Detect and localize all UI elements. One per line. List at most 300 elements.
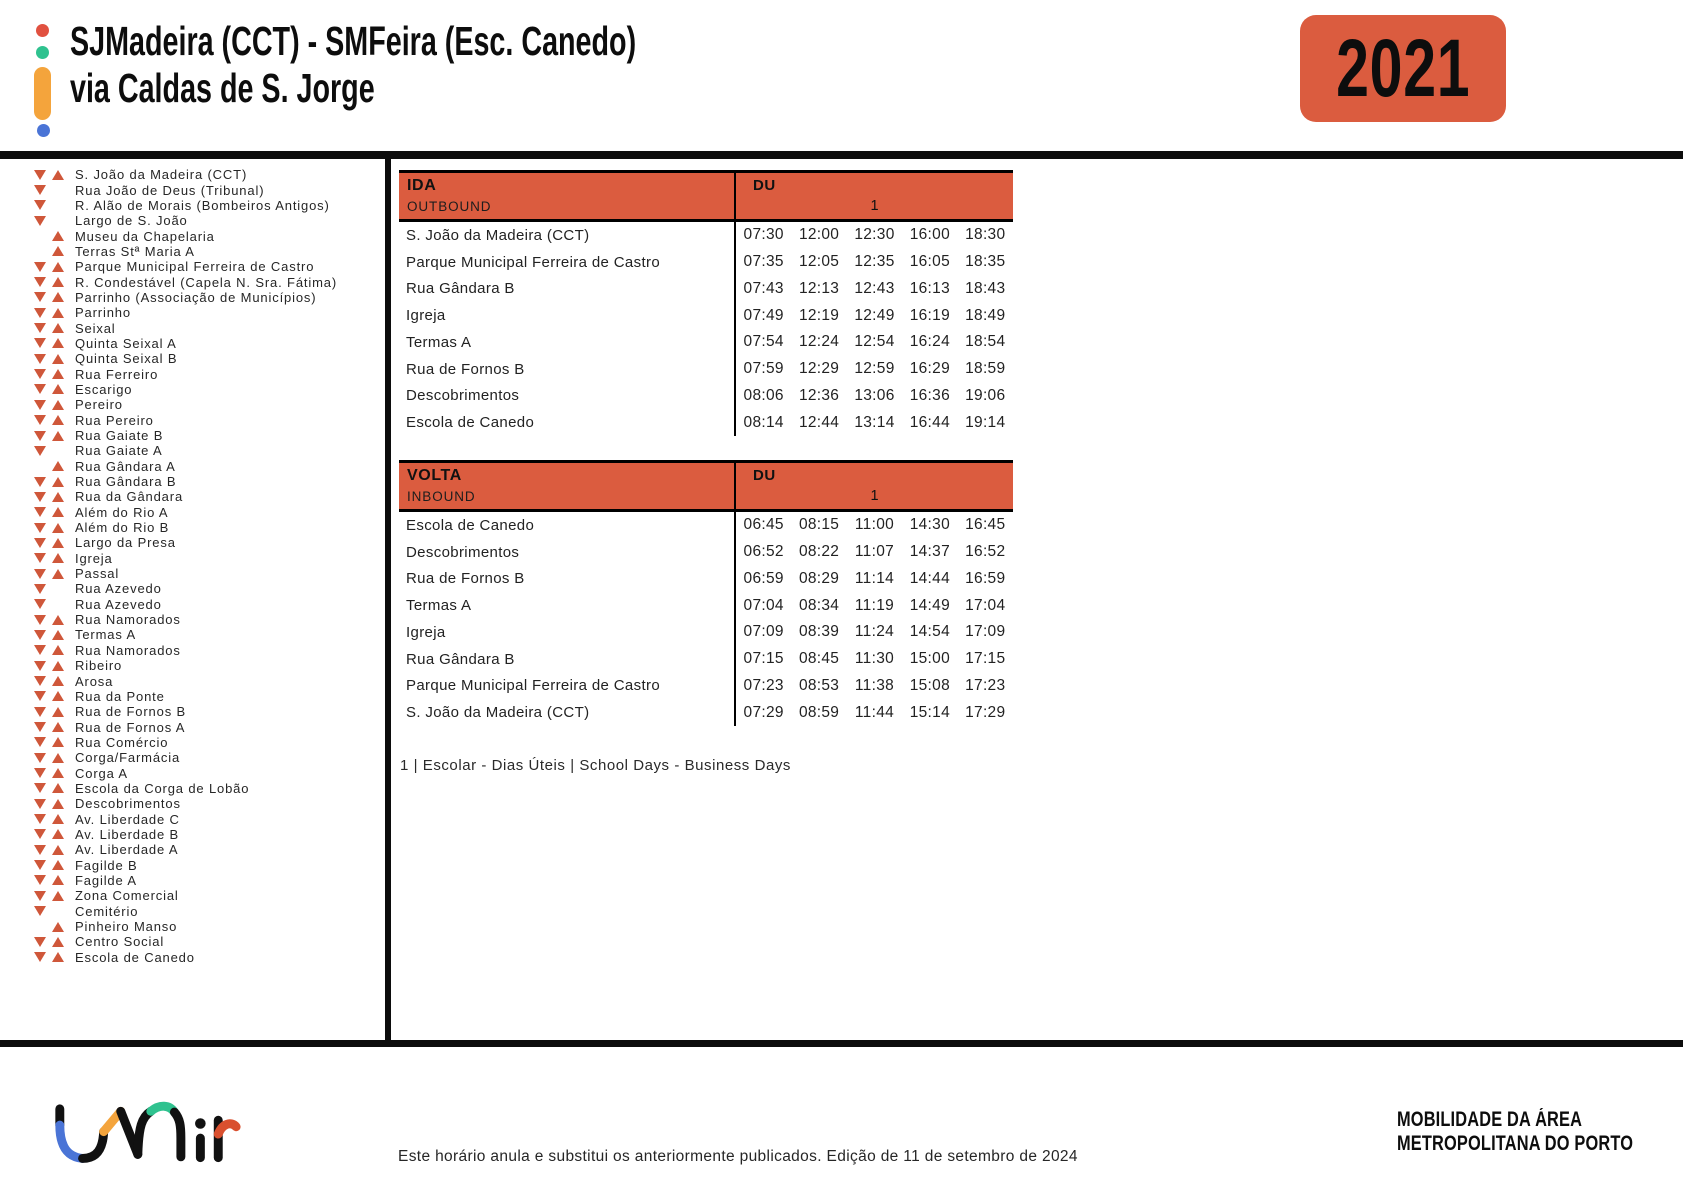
stop-row xyxy=(34,428,337,443)
departure-time: 08:15 xyxy=(798,516,840,534)
outbound-tri-slot xyxy=(34,645,52,655)
stop-row xyxy=(34,934,337,949)
timetable-times xyxy=(736,356,1013,383)
outbound-tri-slot xyxy=(34,446,52,456)
stop-row xyxy=(34,244,337,259)
outbound-tri-slot xyxy=(34,292,52,302)
inbound-tri-slot xyxy=(52,538,70,548)
inbound-tri-slot xyxy=(52,630,70,640)
route-title-line2: via Caldas de S. Jorge xyxy=(70,65,375,111)
timetable-row xyxy=(399,276,1013,303)
inbound-tri-slot xyxy=(52,615,70,625)
outbound-tri-slot xyxy=(34,860,52,870)
stop-name: Quinta Seixal A xyxy=(75,335,177,351)
departure-time: 07:54 xyxy=(743,333,784,351)
outbound-stop-icon xyxy=(34,538,46,548)
inbound-stop-icon xyxy=(52,277,64,287)
outbound-tri-slot xyxy=(34,753,52,763)
inbound-stop-icon xyxy=(52,676,64,686)
departure-time: 12:54 xyxy=(854,333,895,351)
outbound-stop-icon xyxy=(34,492,46,502)
inbound-tri-slot xyxy=(52,691,70,701)
outbound-tri-slot xyxy=(34,783,52,793)
inbound-tri-slot xyxy=(52,431,70,441)
departure-time: 08:39 xyxy=(798,623,840,641)
stop-row xyxy=(34,765,337,780)
departure-time: 16:13 xyxy=(909,279,951,297)
departure-time: 08:53 xyxy=(798,676,840,694)
stop-name: Fagilde A xyxy=(75,872,137,888)
inbound-tri-slot xyxy=(52,645,70,655)
stop-name: Arosa xyxy=(75,673,114,689)
stop-row xyxy=(34,750,337,765)
stop-name: Museu da Chapelaria xyxy=(75,228,215,244)
inbound-tri-slot xyxy=(52,829,70,839)
timetable-stop-name: Rua Gândara B xyxy=(399,276,736,303)
inbound-tri-slot xyxy=(52,860,70,870)
departure-time: 14:54 xyxy=(909,623,951,641)
stop-name: Corga A xyxy=(75,765,128,781)
departure-time: 19:14 xyxy=(965,413,1006,431)
inbound-stop-icon xyxy=(52,523,64,533)
outbound-tri-slot xyxy=(34,630,52,640)
departure-time: 11:44 xyxy=(854,703,895,721)
outbound-tri-slot xyxy=(34,661,52,671)
amp-brand-line2: METROPOLITANA DO PORTO xyxy=(1397,1132,1634,1155)
inbound-tri-slot xyxy=(52,937,70,947)
timetable-row xyxy=(399,539,1013,566)
outbound-tri-slot xyxy=(34,492,52,502)
outbound-tri-slot xyxy=(34,400,52,410)
timetable-row xyxy=(399,699,1013,726)
outbound-tri-slot xyxy=(34,538,52,548)
departure-time: 19:06 xyxy=(965,386,1006,404)
outbound-stop-icon xyxy=(34,338,46,348)
departure-time: 06:59 xyxy=(743,569,784,587)
timetable-times xyxy=(736,592,1013,619)
inbound-tri-slot xyxy=(52,492,70,502)
outbound-stop-icon xyxy=(34,599,46,609)
inbound-tri-slot xyxy=(52,415,70,425)
day-type-label: DU xyxy=(753,177,776,194)
stop-name: Rua Namorados xyxy=(75,642,181,658)
stop-row xyxy=(34,320,337,335)
outbound-tri-slot xyxy=(34,768,52,778)
outbound-stop-icon xyxy=(34,384,46,394)
outbound-stop-icon xyxy=(34,369,46,379)
outbound-tri-slot xyxy=(34,737,52,747)
departure-time: 18:54 xyxy=(965,333,1006,351)
outbound-stop-icon xyxy=(34,400,46,410)
timetable-times xyxy=(736,409,1013,436)
inbound-stop-icon xyxy=(52,937,64,947)
outbound-stop-icon xyxy=(34,952,46,962)
inbound-stop-icon xyxy=(52,262,64,272)
departure-time: 16:29 xyxy=(909,360,951,378)
stop-name: Rua Namorados xyxy=(75,612,181,628)
outbound-stop-icon xyxy=(34,415,46,425)
inbound-stop-icon xyxy=(52,615,64,625)
departure-time: 07:43 xyxy=(743,279,784,297)
outbound-stop-icon xyxy=(34,645,46,655)
timetable-stop-name: Igreja xyxy=(399,619,736,646)
outbound-tri-slot xyxy=(34,584,52,594)
timetable-stop-name: Descobrimentos xyxy=(399,539,736,566)
stop-row xyxy=(34,597,337,612)
timetable-times xyxy=(736,539,1013,566)
timetable-stop-name: Termas A xyxy=(399,329,736,356)
departure-time: 16:05 xyxy=(909,253,951,271)
inbound-tri-slot xyxy=(52,507,70,517)
stop-row xyxy=(34,474,337,489)
timetable-times xyxy=(736,699,1013,726)
departure-time: 17:15 xyxy=(965,650,1006,668)
stop-row xyxy=(34,673,337,688)
departure-time: 13:06 xyxy=(854,386,895,404)
stop-row xyxy=(34,305,337,320)
timetable-stop-name: Parque Municipal Ferreira de Castro xyxy=(399,673,736,700)
stop-row xyxy=(34,274,337,289)
inbound-tri-slot xyxy=(52,384,70,394)
outbound-stop-icon xyxy=(34,829,46,839)
timetable-row xyxy=(399,619,1013,646)
inbound-tri-slot xyxy=(52,231,70,241)
inbound-tri-slot xyxy=(52,170,70,180)
service-footnote: 1 | Escolar - Dias Úteis | School Days - Business Days xyxy=(400,757,791,774)
inbound-tri-slot xyxy=(52,323,70,333)
outbound-stop-icon xyxy=(34,216,46,226)
inbound-tri-slot xyxy=(52,891,70,901)
departure-time: 16:00 xyxy=(909,226,951,244)
stop-row xyxy=(34,290,337,305)
outbound-stop-icon xyxy=(34,691,46,701)
stop-row xyxy=(34,627,337,642)
stop-name: Largo de S. João xyxy=(75,213,188,229)
inbound-stop-icon xyxy=(52,707,64,717)
orange-pill-icon xyxy=(34,67,51,120)
stop-row xyxy=(34,643,337,658)
departure-time: 07:30 xyxy=(743,226,784,244)
stop-name: Av. Liberdade A xyxy=(75,842,179,858)
inbound-stop-icon xyxy=(52,952,64,962)
outbound-stop-icon xyxy=(34,814,46,824)
stop-row xyxy=(34,228,337,243)
stop-row xyxy=(34,198,337,213)
inbound-tri-slot xyxy=(52,845,70,855)
timetable-row xyxy=(399,566,1013,593)
inbound-stop-icon xyxy=(52,492,64,502)
direction-label-pt: IDA xyxy=(407,177,437,194)
departure-time: 16:19 xyxy=(909,306,951,324)
timetable-stop-name: S. João da Madeira (CCT) xyxy=(399,222,736,249)
timetable-row xyxy=(399,592,1013,619)
departure-time: 18:43 xyxy=(965,279,1006,297)
outbound-stop-icon xyxy=(34,737,46,747)
outbound-tri-slot xyxy=(34,354,52,364)
stop-name: Zona Comercial xyxy=(75,888,179,904)
inbound-tri-slot xyxy=(52,661,70,671)
stop-name: Fagilde B xyxy=(75,857,138,873)
departure-time: 11:30 xyxy=(854,650,895,668)
stop-name: Quinta Seixal B xyxy=(75,351,178,367)
stop-name: Rua João de Deus (Tribunal) xyxy=(75,182,265,198)
outbound-stop-icon xyxy=(34,707,46,717)
stop-name: Descobrimentos xyxy=(75,796,181,812)
departure-time: 13:14 xyxy=(854,413,895,431)
stop-name: Rua Ferreiro xyxy=(75,366,159,382)
departure-time: 14:37 xyxy=(909,543,951,561)
stop-row xyxy=(34,366,337,381)
outbound-tri-slot xyxy=(34,707,52,717)
inbound-stop-icon xyxy=(52,645,64,655)
timetable-stop-name: Parque Municipal Ferreira de Castro xyxy=(399,249,736,276)
timetable-stop-name: Rua de Fornos B xyxy=(399,356,736,383)
outbound-stop-icon xyxy=(34,937,46,947)
outbound-stop-icon xyxy=(34,799,46,809)
outbound-tri-slot xyxy=(34,262,52,272)
inbound-stop-icon xyxy=(52,691,64,701)
outbound-tri-slot xyxy=(34,875,52,885)
departure-time: 12:29 xyxy=(798,360,840,378)
outbound-table-header xyxy=(399,170,1013,222)
outbound-tri-slot xyxy=(34,676,52,686)
departure-time: 12:59 xyxy=(854,360,895,378)
inbound-stop-icon xyxy=(52,369,64,379)
stop-row xyxy=(34,489,337,504)
stop-name: Termas A xyxy=(75,627,136,643)
timetable-times xyxy=(736,619,1013,646)
amp-brand-line1: MOBILIDADE DA ÁREA xyxy=(1397,1108,1583,1131)
departure-time: 08:06 xyxy=(743,386,784,404)
outbound-tri-slot xyxy=(34,952,52,962)
inbound-stop-icon xyxy=(52,354,64,364)
inbound-stop-icon xyxy=(52,431,64,441)
stop-name: R. Alão de Morais (Bombeiros Antigos) xyxy=(75,197,330,213)
departure-time: 16:45 xyxy=(965,516,1006,534)
stop-row xyxy=(34,919,337,934)
inbound-stop-icon xyxy=(52,722,64,732)
inbound-stop-icon xyxy=(52,799,64,809)
departure-time: 08:59 xyxy=(798,703,840,721)
departure-time: 07:29 xyxy=(743,703,784,721)
inbound-daytype-cell xyxy=(736,463,1013,509)
timetable-times xyxy=(736,329,1013,356)
inbound-tri-slot xyxy=(52,722,70,732)
stop-name: Pereiro xyxy=(75,397,123,413)
departure-time: 15:00 xyxy=(909,650,951,668)
departure-time: 12:49 xyxy=(854,306,895,324)
stop-name: Rua Azevedo xyxy=(75,596,162,612)
departure-time: 07:23 xyxy=(743,676,784,694)
outbound-tri-slot xyxy=(34,814,52,824)
inbound-stop-icon xyxy=(52,338,64,348)
outbound-table xyxy=(399,170,1013,436)
timetable-times xyxy=(736,673,1013,700)
outbound-tri-slot xyxy=(34,891,52,901)
departure-time: 12:00 xyxy=(798,226,840,244)
departure-time: 07:15 xyxy=(743,650,784,668)
departure-time: 11:19 xyxy=(854,596,895,614)
outbound-stop-icon xyxy=(34,906,46,916)
outbound-stop-icon xyxy=(34,676,46,686)
departure-time: 11:38 xyxy=(854,676,895,694)
stop-row xyxy=(34,382,337,397)
outbound-stop-icon xyxy=(34,783,46,793)
outbound-tri-slot xyxy=(34,200,52,210)
outbound-stop-icon xyxy=(34,477,46,487)
inbound-stop-icon xyxy=(52,630,64,640)
stop-row xyxy=(34,719,337,734)
departure-time: 12:43 xyxy=(854,279,895,297)
outbound-stop-icon xyxy=(34,615,46,625)
stop-row xyxy=(34,459,337,474)
outbound-stop-icon xyxy=(34,308,46,318)
departure-time: 17:29 xyxy=(965,703,1006,721)
timetable-times xyxy=(736,512,1013,539)
outbound-tri-slot xyxy=(34,507,52,517)
red-dot-icon xyxy=(36,24,49,37)
departure-time: 11:00 xyxy=(854,516,895,534)
stop-row xyxy=(34,213,337,228)
year-badge-label: 2021 xyxy=(1335,22,1471,114)
stop-name: Rua da Ponte xyxy=(75,688,165,704)
inbound-tri-slot xyxy=(52,737,70,747)
timetable-times xyxy=(736,302,1013,329)
year-badge xyxy=(1300,15,1506,122)
stop-row xyxy=(34,842,337,857)
inbound-tri-slot xyxy=(52,477,70,487)
outbound-tri-slot xyxy=(34,569,52,579)
outbound-stop-icon xyxy=(34,553,46,563)
departure-time: 08:22 xyxy=(798,543,840,561)
outbound-stop-icon xyxy=(34,722,46,732)
edition-note: Este horário anula e substitui os anteriormente publicados. Edição de 11 de setembro de 2024 xyxy=(398,1148,1078,1165)
inbound-tri-slot xyxy=(52,768,70,778)
stop-row xyxy=(34,827,337,842)
inbound-tri-slot xyxy=(52,308,70,318)
departure-time: 17:04 xyxy=(965,596,1006,614)
stop-row xyxy=(34,811,337,826)
top-divider xyxy=(0,151,1683,159)
outbound-tri-slot xyxy=(34,216,52,226)
timetable-row xyxy=(399,249,1013,276)
stop-name: Seixal xyxy=(75,320,116,336)
timetable-row xyxy=(399,409,1013,436)
inbound-direction-cell xyxy=(399,463,736,509)
outbound-stop-icon xyxy=(34,661,46,671)
departure-time: 12:30 xyxy=(854,226,895,244)
stop-row xyxy=(34,689,337,704)
inbound-stop-icon xyxy=(52,569,64,579)
inbound-tri-slot xyxy=(52,354,70,364)
direction-label-pt: VOLTA xyxy=(407,467,462,484)
timetable-stop-name: Rua de Fornos B xyxy=(399,566,736,593)
inbound-stop-icon xyxy=(52,477,64,487)
stop-name: Rua de Fornos A xyxy=(75,719,186,735)
stop-row xyxy=(34,904,337,919)
outbound-tri-slot xyxy=(34,431,52,441)
outbound-tri-slot xyxy=(34,523,52,533)
stop-row xyxy=(34,351,337,366)
outbound-tri-slot xyxy=(34,369,52,379)
departure-time: 14:30 xyxy=(909,516,951,534)
inbound-tri-slot xyxy=(52,875,70,885)
outbound-stop-icon xyxy=(34,891,46,901)
stop-name: Rua Gaiate A xyxy=(75,443,163,459)
outbound-stop-icon xyxy=(34,354,46,364)
departure-time: 06:52 xyxy=(743,543,784,561)
outbound-tri-slot xyxy=(34,845,52,855)
stop-name: Rua da Gândara xyxy=(75,489,184,505)
outbound-stop-icon xyxy=(34,630,46,640)
departure-time: 07:35 xyxy=(743,253,784,271)
departure-time: 07:49 xyxy=(743,306,784,324)
direction-label-en: OUTBOUND xyxy=(407,199,492,214)
inbound-tri-slot xyxy=(52,814,70,824)
outbound-stop-icon xyxy=(34,507,46,517)
outbound-tri-slot xyxy=(34,829,52,839)
stop-name: Rua Pereiro xyxy=(75,412,154,428)
outbound-tri-slot xyxy=(34,338,52,348)
inbound-tri-slot xyxy=(52,707,70,717)
outbound-tri-slot xyxy=(34,185,52,195)
stop-name: Escola da Corga de Lobão xyxy=(75,780,250,796)
departure-time: 18:35 xyxy=(965,253,1006,271)
inbound-table-body xyxy=(399,512,1013,726)
outbound-tri-slot xyxy=(34,599,52,609)
outbound-tri-slot xyxy=(34,691,52,701)
inbound-stop-icon xyxy=(52,783,64,793)
inbound-stop-icon xyxy=(52,768,64,778)
inbound-tri-slot xyxy=(52,246,70,256)
departure-time: 17:09 xyxy=(965,623,1006,641)
stop-row xyxy=(34,581,337,596)
stop-row xyxy=(34,857,337,872)
stop-row xyxy=(34,566,337,581)
stop-name: Rua Gândara B xyxy=(75,474,177,490)
departure-time: 17:23 xyxy=(965,676,1006,694)
inbound-tri-slot xyxy=(52,461,70,471)
timetable-stop-name: Rua Gândara B xyxy=(399,646,736,673)
timetable-stop-name: Descobrimentos xyxy=(399,383,736,410)
stop-name: Parque Municipal Ferreira de Castro xyxy=(75,259,315,275)
inbound-stop-icon xyxy=(52,875,64,885)
inbound-tri-slot xyxy=(52,922,70,932)
stop-row xyxy=(34,796,337,811)
outbound-tri-slot xyxy=(34,384,52,394)
stop-name: Rua de Fornos B xyxy=(75,704,187,720)
stop-name: Escola de Canedo xyxy=(75,949,195,965)
departure-time: 07:04 xyxy=(743,596,784,614)
stop-name: Pinheiro Manso xyxy=(75,919,178,935)
stop-row xyxy=(34,612,337,627)
inbound-stop-icon xyxy=(52,400,64,410)
timetable-times xyxy=(736,249,1013,276)
timetable-stop-name: Escola de Canedo xyxy=(399,409,736,436)
departure-time: 12:05 xyxy=(798,253,840,271)
stop-row xyxy=(34,259,337,274)
departure-time: 15:08 xyxy=(909,676,951,694)
departure-time: 11:14 xyxy=(854,569,895,587)
inbound-stop-icon xyxy=(52,308,64,318)
timetable-row xyxy=(399,383,1013,410)
outbound-tri-slot xyxy=(34,170,52,180)
stop-name: R. Condestável (Capela N. Sra. Fátima) xyxy=(75,274,338,290)
stop-row xyxy=(34,658,337,673)
inbound-tri-slot xyxy=(52,676,70,686)
stop-row xyxy=(34,873,337,888)
outbound-stop-icon xyxy=(34,569,46,579)
